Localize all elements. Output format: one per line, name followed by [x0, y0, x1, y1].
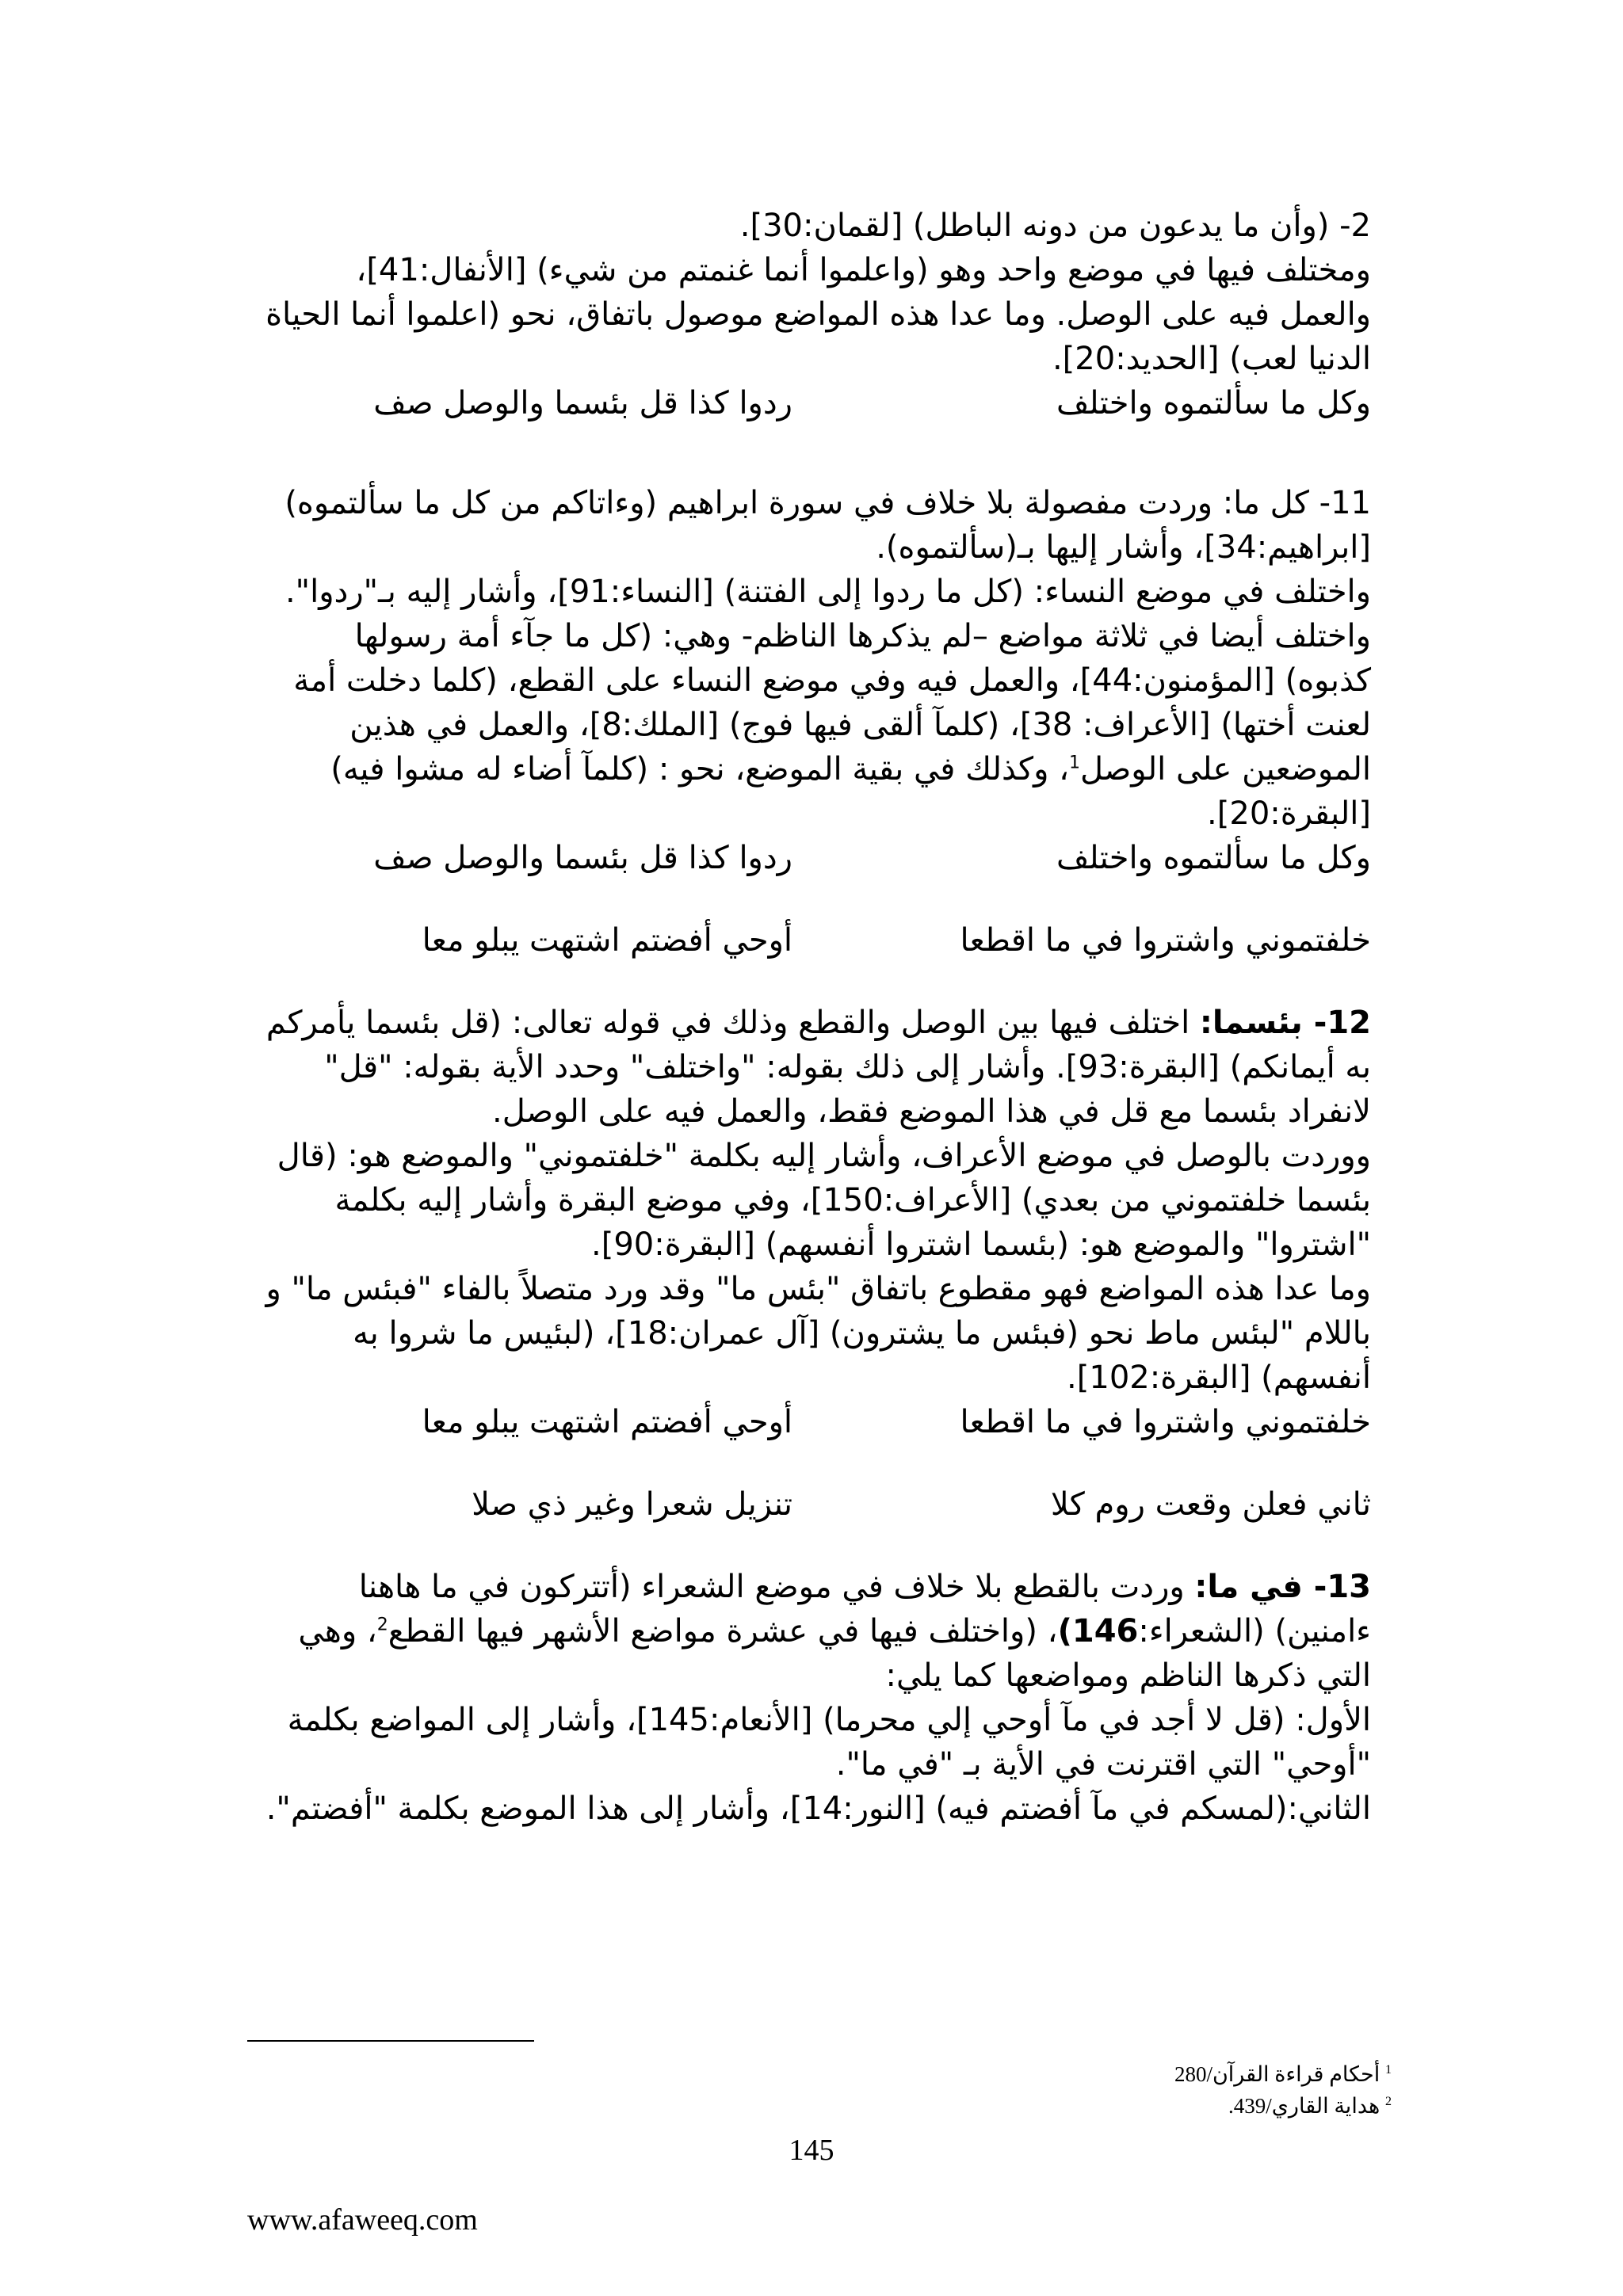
section-11-paragraph-3: واختلف أيضا في ثلاثة مواضع –لم يذكرها الناظم- وهي: (كل ما جآء أمة رسولها كذبوه) [المؤمنون:44]، والعمل فيه وفي موضع النساء على القطع، (كلما دخلت أمة لعنت أختها) [الأعراف: 38]، (كلمآ ألقى فيها فوج) [الملك:8]، والعمل في هذين الموضعين على الوصل$^1$، وكذلك في بقية الموضع، نحو : (كلمآ أضاء له مشوا فيه) [البقرة:20].: [293, 618, 1371, 832]
section-12-paragraph-1: 12- بئسما: اختلف فيها بين الوصل والقطع وذلك في قوله تعالى: (قل بئسما يأمركم به أيمانكم) [البقرة:93]. وأشار إلى ذلك بقوله: "واختلف" وحدد الأية بقوله: "قل" لانفراد بئسما مع قل في هذا الموضع فقط، والعمل فيه على الوصل.: [265, 1005, 1371, 1130]
section-12-paragraph-3: وما عدا هذه المواضع فهو مقطوع باتفاق "بئس ما" وقد ورد متصلاً بالفاء "فبئس ما" و باللام "لبئس ماط نحو (فبئس ما يشترون) [آل عمران:18]، (لبئيس ما شروا به أنفسهم) [البقرة:102].: [265, 1271, 1371, 1396]
verse-1: [262, 381, 1371, 425]
section-13-paragraph-1: 13- في ما: وردت بالقطع بلا خلاف في موضع الشعراء (أتتركون في ما هاهنا ءامنين) (الشعراء:146)، (واختلف فيها في عشرة مواضع الأشهر فيها القطع$^2$، وهي التي ذكرها الناظم ومواضعها كما يلي:: [298, 1569, 1371, 1694]
website-link[interactable]: www.afaweeq.com: [247, 2203, 478, 2237]
verse-1-second-hemistich: ردوا كذا قل بئسما والوصل صف: [373, 385, 792, 421]
footnote-ref-1[interactable]: 1: [1069, 753, 1081, 773]
verse-3-first-hemistich: خلفتموني واشتروا في ما اقطعا: [960, 922, 1371, 959]
verse-4: [262, 1400, 1371, 1444]
footnote-separator: [247, 2040, 534, 2042]
verse-2-first-hemistich: وكل ما سألتموه واختلف: [1056, 840, 1371, 876]
verse-5-second-hemistich: تنزيل شعرا وغير ذي صلا: [472, 1486, 792, 1523]
section-11-paragraph-2: واختلف في موضع النساء: (كل ما ردوا إلى الفتنة) [النساء:91]، وأشار إليه بـ"ردوا".: [285, 574, 1371, 610]
section-11-paragraph-1: 11- كل ما: وردت مفصولة بلا خلاف في سورة ابراهيم (وءاتاكم من كل ما سألتموه) [ابراهيم:34]، وأشار إليها بـ(سألتموه).: [285, 485, 1371, 566]
footnote-1: $^1$ أحكام قراءة القرآن/280: [1174, 2062, 1392, 2086]
section-13-heading: 13- في ما:: [1194, 1569, 1371, 1605]
verse-4-first-hemistich: خلفتموني واشتروا في ما اقطعا: [960, 1404, 1371, 1440]
verse-5: [262, 1482, 1371, 1527]
section-12-paragraph-2: ووردت بالوصل في موضع الأعراف، وأشار إليه بكلمة "خلفتموني" والموضع هو: (قال بئسما خلفتموني من بعدي) [الأعراف:150]، وفي موضع البقرة وأشار إليه بكلمة "اشتروا" والموضع هو: (بئسما اشتروا أنفسهم) [البقرة:90].: [277, 1138, 1371, 1263]
verse-1-first-hemistich: وكل ما سألتموه واختلف: [1056, 385, 1371, 421]
section-12-heading: 12- بئسما:: [1199, 1005, 1371, 1041]
footnote-ref-2[interactable]: 2: [376, 1615, 388, 1635]
section-2-line-2: ومختلف فيها في موضع واحد وهو (واعلموا أنما غنمتم من شيء) [الأنفال:41]، والعمل فيه على الوصل. وما عدا هذه المواضع موصول باتفاق، نحو (اعلموا أنما الحياة الدنيا لعب) [الحديد:20].: [265, 252, 1371, 377]
verse-2-second-hemistich: ردوا كذا قل بئسما والوصل صف: [373, 840, 792, 876]
verse-3: [262, 918, 1371, 963]
verse-4-second-hemistich: أوحي أفضتم اشتهت يبلو معا: [422, 1404, 792, 1440]
section-2-line-1: 2- (وأن ما يدعون من دونه الباطل) [لقمان:30].: [739, 208, 1371, 244]
main-text: [262, 204, 1371, 1831]
page-number: 145: [789, 2134, 834, 2167]
footnotes: [951, 2058, 1392, 2122]
verse-5-first-hemistich: ثاني فعلن وقعت روم كلا: [1050, 1486, 1371, 1523]
section-13-paragraph-2: الأول: (قل لا أجد في مآ أوحي إلي محرما) [الأنعام:145]، وأشار إلى المواضع بكلمة "أوحي" التي اقترنت في الأية بـ "في ما".: [287, 1702, 1371, 1783]
verse-3-second-hemistich: أوحي أفضتم اشتهت يبلو معا: [422, 922, 792, 959]
section-13-paragraph-3: الثاني:(لمسكم في مآ أفضتم فيه) [النور:14]، وأشار إلى هذا الموضع بكلمة "أفضتم".: [265, 1791, 1371, 1827]
verse-2: [262, 836, 1371, 880]
footnote-2: $^2$ هداية القاري/439.: [1228, 2094, 1392, 2118]
